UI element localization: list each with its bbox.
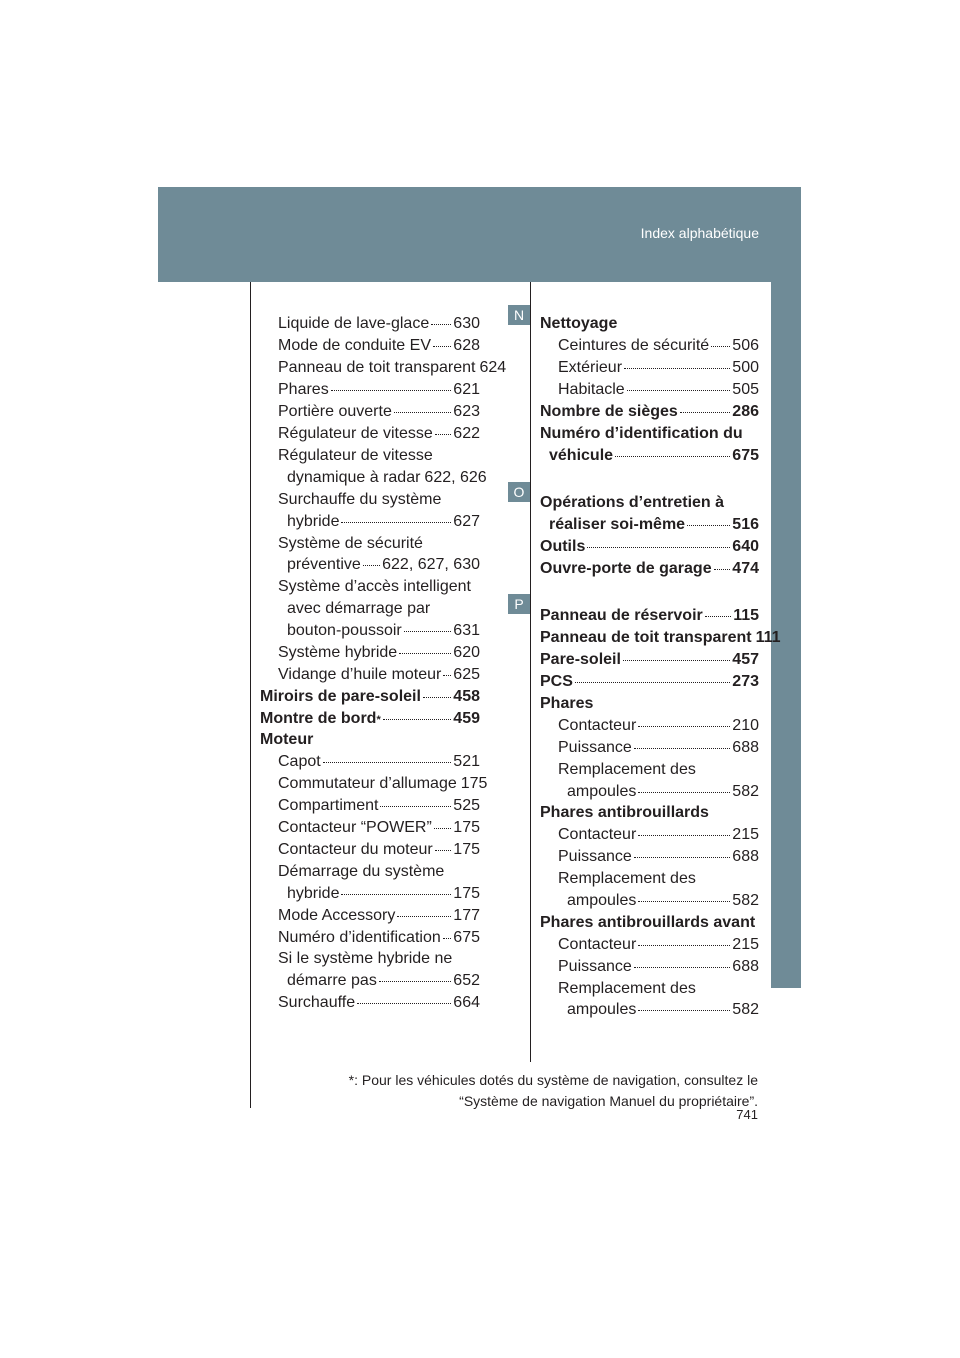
- left-rule: [250, 282, 251, 1108]
- page-reference: 627: [453, 513, 480, 530]
- page-reference: 215: [732, 826, 759, 843]
- dot-leader: [638, 901, 730, 902]
- dot-leader: [431, 324, 451, 325]
- index-entry: [278, 315, 480, 333]
- entry-label: Miroirs de pare-soleil: [260, 688, 421, 705]
- index-heading: Phares antibrouillards: [540, 804, 709, 821]
- dot-leader: [680, 412, 730, 413]
- index-heading: Remplacement des: [558, 761, 696, 778]
- index-entry: [567, 892, 759, 910]
- index-entry: [278, 819, 480, 837]
- index-entry: [260, 688, 480, 706]
- entry-label: hybride: [287, 885, 340, 902]
- entry-label: Système hybride: [278, 644, 398, 661]
- index-heading: Phares: [540, 695, 594, 712]
- index-heading: Nettoyage: [540, 315, 618, 332]
- dot-leader: [435, 850, 452, 851]
- dot-leader: [363, 565, 380, 566]
- entry-label: Capot: [278, 753, 321, 770]
- index-heading: Numéro d’identification du: [540, 425, 743, 442]
- index-entry: [287, 469, 487, 487]
- page-reference: 625: [453, 666, 480, 683]
- page-reference: 525: [453, 797, 480, 814]
- dot-leader: [357, 1003, 451, 1004]
- page-reference: 582: [732, 1001, 759, 1018]
- dot-leader: [423, 697, 451, 698]
- index-entry: [278, 753, 480, 771]
- entry-label: Puissance: [558, 739, 632, 756]
- index-entry: [549, 516, 759, 534]
- page-reference: 175: [453, 819, 480, 836]
- index-entry: [540, 607, 759, 625]
- page-reference: 521: [453, 753, 480, 770]
- page-reference: 215: [732, 936, 759, 953]
- index-entry: [278, 403, 480, 421]
- index-heading: Opérations d’entretien à: [540, 494, 725, 511]
- entry-label: Outils: [540, 538, 586, 555]
- entry-label: véhicule: [549, 447, 614, 464]
- page-reference: 111: [755, 629, 781, 646]
- page-reference: 582: [732, 892, 759, 909]
- index-heading: Système de sécurité: [278, 535, 423, 552]
- index-entry: [278, 666, 480, 684]
- index-entry: [278, 381, 480, 399]
- dot-leader: [443, 938, 452, 939]
- index-heading: Moteur: [260, 731, 314, 748]
- index-entry: [278, 797, 480, 815]
- entry-label: Mode Accessory: [278, 907, 396, 924]
- page-reference: 631: [453, 622, 480, 639]
- dot-leader: [714, 569, 731, 570]
- page-reference: 459: [453, 710, 480, 727]
- page-reference: 506: [732, 337, 759, 354]
- entry-label: hybride: [287, 513, 340, 530]
- entry-label: Phares: [278, 381, 329, 398]
- section-letter: O: [508, 482, 530, 502]
- entry-label: réaliser soi-même: [549, 516, 686, 533]
- dot-leader: [634, 857, 730, 858]
- entry-label: Ceintures de sécurité: [558, 337, 710, 354]
- entry-label: Contacteur: [558, 717, 637, 734]
- page-reference: 664: [453, 994, 480, 1011]
- dot-leader: [433, 346, 451, 347]
- page-reference: 628: [453, 337, 480, 354]
- index-entry: [287, 885, 480, 903]
- dot-leader: [624, 368, 730, 369]
- dot-leader: [323, 762, 452, 763]
- page-reference: 652: [453, 972, 480, 989]
- index-heading: Démarrage du système: [278, 863, 445, 880]
- entry-label: Extérieur: [558, 359, 623, 376]
- index-entry: [567, 783, 759, 801]
- index-entry: [558, 337, 759, 355]
- index-entry: [558, 848, 759, 866]
- index-entry: [278, 644, 480, 662]
- page-number: 741: [736, 1107, 758, 1122]
- entry-label: Régulateur de vitesse: [278, 425, 433, 442]
- page-reference: 622, 627, 630: [382, 556, 480, 573]
- dot-leader: [623, 660, 730, 661]
- entry-label: ampoules: [567, 1001, 637, 1018]
- index-heading: Si le système hybride ne: [278, 950, 453, 967]
- index-entry: [540, 651, 759, 669]
- entry-label: Puissance: [558, 848, 632, 865]
- page-reference: 458: [453, 688, 480, 705]
- entry-label: Panneau de toit transparent: [540, 629, 752, 646]
- index-entry: [278, 929, 480, 947]
- dot-leader: [615, 456, 730, 457]
- page-reference: 516: [732, 516, 759, 533]
- page-reference: 175: [453, 885, 480, 902]
- index-entry: [558, 381, 759, 399]
- entry-label: ampoules: [567, 783, 637, 800]
- dot-leader: [331, 390, 452, 391]
- dot-leader: [638, 726, 730, 727]
- index-heading: avec démarrage par: [287, 600, 431, 617]
- page-reference: 474: [732, 560, 759, 577]
- dot-leader: [587, 547, 730, 548]
- index-entry: [278, 337, 480, 355]
- index-entry: [278, 425, 480, 443]
- entry-label: ampoules: [567, 892, 637, 909]
- index-heading: Système d’accès intelligent: [278, 578, 471, 595]
- index-entry: [287, 513, 480, 531]
- dot-leader: [341, 522, 451, 523]
- dot-leader: [687, 525, 730, 526]
- page-reference: 622, 626: [424, 469, 487, 486]
- entry-label: Panneau de réservoir: [540, 607, 703, 624]
- entry-label: Compartiment: [278, 797, 379, 814]
- dot-leader: [394, 412, 451, 413]
- entry-label: Ouvre-porte de garage: [540, 560, 712, 577]
- dot-leader: [638, 792, 730, 793]
- dot-leader: [575, 682, 730, 683]
- dot-leader: [638, 945, 730, 946]
- index-entry: [558, 739, 759, 757]
- entry-label: préventive: [287, 556, 361, 573]
- page-reference: 622: [453, 425, 480, 442]
- entry-label: Contacteur “POWER”: [278, 819, 432, 836]
- page-reference: 624: [479, 359, 507, 376]
- entry-label: Panneau de toit transparent: [278, 359, 476, 376]
- dot-leader: [634, 748, 730, 749]
- page-reference: 688: [732, 958, 759, 975]
- center-rule: [530, 282, 531, 1062]
- dot-leader: [341, 894, 451, 895]
- index-entry: [278, 841, 480, 859]
- index-heading: Régulateur de vitesse: [278, 447, 433, 464]
- index-heading: Remplacement des: [558, 870, 696, 887]
- page-reference: 457: [732, 651, 759, 668]
- page-reference: 210: [732, 717, 759, 734]
- entry-label: Mode de conduite EV: [278, 337, 431, 354]
- dot-leader: [399, 653, 451, 654]
- index-entry: [540, 629, 781, 647]
- dot-leader: [711, 346, 730, 347]
- index-entry: [278, 359, 507, 377]
- page-reference: 688: [732, 848, 759, 865]
- page-reference: 621: [453, 381, 480, 398]
- section-letter: N: [508, 305, 530, 325]
- entry-label: Contacteur: [558, 826, 637, 843]
- index-entry: [278, 775, 488, 793]
- index-entry: [558, 936, 759, 954]
- entry-label: Pare-soleil: [540, 651, 621, 668]
- footnote-line-1: *: Pour les véhicules dotés du système de navigation, consultez le: [348, 1072, 758, 1088]
- index-entry: [287, 972, 480, 990]
- entry-label: Habitacle: [558, 381, 625, 398]
- section-letter: P: [508, 594, 530, 614]
- entry-label: dynamique à radar: [287, 469, 421, 486]
- page-reference: 175: [453, 841, 480, 858]
- page-reference: 177: [453, 907, 480, 924]
- entry-label: Liquide de lave-glace: [278, 315, 430, 332]
- index-heading: Surchauffe du système: [278, 491, 442, 508]
- page-reference: 175: [460, 775, 488, 792]
- entry-label: PCS: [540, 673, 573, 690]
- entry-label: Montre de bord: [260, 710, 377, 727]
- dot-leader: [638, 1010, 730, 1011]
- index-entry: [540, 403, 759, 421]
- page-reference: 582: [732, 783, 759, 800]
- index-entry: [287, 622, 480, 640]
- page-reference: 623: [453, 403, 480, 420]
- entry-label: démarre pas: [287, 972, 377, 989]
- dot-leader: [634, 967, 730, 968]
- page-reference: 286: [732, 403, 759, 420]
- entry-label: Puissance: [558, 958, 632, 975]
- index-entry: [260, 710, 480, 728]
- index-entry: [540, 673, 759, 691]
- page-reference: 688: [732, 739, 759, 756]
- index-entry: [558, 826, 759, 844]
- footnote-line-2: “Système de navigation Manuel du propriétaire”.: [459, 1093, 758, 1109]
- page-reference: 620: [453, 644, 480, 661]
- footnote-mark: *: [376, 714, 381, 726]
- entry-label: Nombre de sièges: [540, 403, 678, 420]
- dot-leader: [638, 835, 730, 836]
- index-entry: [540, 560, 759, 578]
- dot-leader: [705, 616, 731, 617]
- dot-leader: [379, 981, 451, 982]
- page-reference: 675: [732, 447, 759, 464]
- entry-label: Vidange d’huile moteur: [278, 666, 442, 683]
- entry-label: Surchauffe: [278, 994, 356, 1011]
- entry-label: Contacteur du moteur: [278, 841, 433, 858]
- entry-label: Commutateur d’allumage: [278, 775, 457, 792]
- index-entry: [540, 538, 759, 556]
- dot-leader: [627, 390, 731, 391]
- index-heading: Remplacement des: [558, 980, 696, 997]
- entry-label: bouton-poussoir: [287, 622, 402, 639]
- index-entry: [558, 717, 759, 735]
- page-reference: 115: [733, 607, 759, 624]
- dot-leader: [434, 828, 451, 829]
- index-entry: [287, 556, 480, 574]
- index-entry: [567, 1001, 759, 1019]
- dot-leader: [397, 916, 451, 917]
- index-entry: [278, 994, 480, 1012]
- index-heading: Phares antibrouillards avant: [540, 914, 756, 931]
- index-entry: [558, 958, 759, 976]
- entry-label: Numéro d’identification: [278, 929, 441, 946]
- header-title: Index alphabétique: [640, 225, 759, 241]
- page-reference: 640: [732, 538, 759, 555]
- index-entry: [278, 907, 480, 925]
- page-reference: 500: [732, 359, 759, 376]
- dot-leader: [435, 434, 452, 435]
- dot-leader: [380, 806, 451, 807]
- page-reference: 630: [453, 315, 480, 332]
- entry-label: Portière ouverte: [278, 403, 392, 420]
- page-reference: 505: [732, 381, 759, 398]
- page-reference: 273: [732, 673, 759, 690]
- header-band: [158, 187, 801, 282]
- entry-label: Contacteur: [558, 936, 637, 953]
- index-entry: [558, 359, 759, 377]
- dot-leader: [443, 675, 451, 676]
- page-reference: 675: [453, 929, 480, 946]
- dot-leader: [404, 631, 452, 632]
- dot-leader: [383, 719, 452, 720]
- index-entry: [549, 447, 759, 465]
